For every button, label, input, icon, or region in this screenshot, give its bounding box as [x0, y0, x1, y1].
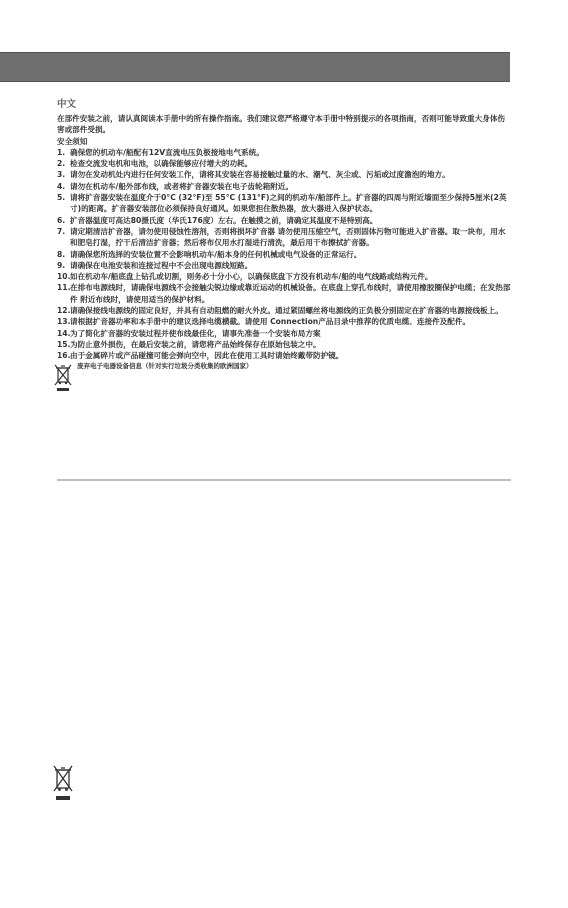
list-item: [57, 181, 511, 192]
list-item-text: 确保您的机动车/船配有12V直流电压负极接地电气系统。: [70, 147, 264, 157]
crossed-bin-icon-bottom: [51, 763, 75, 801]
list-item: [57, 215, 511, 226]
list-item: [57, 282, 511, 305]
list-item-number: 14.: [57, 328, 71, 338]
list-item-text: 请确保在电池安装和连接过程中不会出现电源线短路。: [70, 260, 253, 270]
list-item: [57, 147, 511, 158]
list-item-text: 请将扩音器安装在温度介于0°C (32°F)至 55°C (131°F)之间的机动车/船部件上。扩音器的四周与附近墙面至少保持5厘米(2英寸)的距离。扩音器安装部位必须保持良好通风。如果您担住散热器，放大器进入保护状态。: [70, 193, 507, 214]
list-item: [57, 249, 511, 260]
list-item-number: 4.: [57, 181, 66, 191]
list-item-text: 请定期清洁扩音器，请勿使用侵蚀性溶剂，否则将损坏扩音器 请勿使用压缩空气，否则固体污物可能进入扩音器。取一块布，用水和肥皂打湿，拧干后清洁扩音器；然后将布仅用水打湿进行清洗，最后用干布擦拭扩音器。: [70, 226, 506, 248]
list-item: [57, 260, 511, 271]
list-item-number: 1.: [57, 147, 66, 157]
list-item-text: 请勿在机动车/船外部布线，或者将扩音器安装在电子齿轮箱附近。: [70, 181, 293, 191]
list-item-text: 在排布电源线时，请确保电源线不会接触尖锐边缘或靠近运动的机械设备。在底盘上穿孔布线时，请使用橡胶圈保护电缆；在发热部件 附近布线时，请使用适当的保护材料。: [70, 283, 511, 304]
list-item-number: 5.: [57, 193, 66, 203]
list-item-text: 为防止意外损伤，在最后安装之前，请您将产品始终保存在原始包装之中。: [70, 339, 321, 349]
list-item-number: 2.: [57, 159, 66, 169]
list-item: [57, 271, 511, 282]
list-item-text: 由于金属碎片或产品碰撞可能会弹向空中，因此在使用工具时请始终戴带防护镜。: [70, 351, 344, 361]
list-item-text: 为了简化扩音器的安装过程并使布线最佳化，请事先准备一个安装布局方案: [70, 328, 321, 338]
header-bar: [0, 52, 510, 82]
list-item-text: 请确保接线电源线的固定良好，并具有自动阻燃的耐火外皮。通过紧固螺丝将电源线的正负极分别固定在扩音器的电源接线板上。: [70, 306, 503, 316]
section-divider: [57, 479, 511, 481]
list-item-number: 3.: [57, 170, 66, 180]
weee-notice: 废弃电子电器设备信息（针对实行垃圾分类收集的欧洲国家）: [77, 361, 253, 370]
list-item-text: 请勿在发动机处内进行任何安装工作，请将其安装在容易接触过量的水、潮气、灰尘或、污垢或过度澹泡的地方。: [70, 170, 450, 180]
list-item-text: 请根据扩音器功率和本手册中的建议选择电缆横截。请使用 Connection产品目录中推荐的优质电缆、连接件及配件。: [70, 317, 471, 327]
list-item-number: 11.: [57, 283, 71, 293]
list-item: [57, 328, 511, 339]
list-item-number: 9.: [57, 260, 66, 270]
list-item-number: 12.: [57, 306, 71, 316]
crossed-bin-icon: [51, 362, 75, 392]
list-item: [57, 158, 511, 169]
list-item-text: 扩音器温度可高达80摄氏度（华氏176度）左右。在触摸之前，请确定其温度不是特别高。: [70, 215, 378, 225]
list-item: [57, 350, 511, 361]
weee-row: [51, 362, 511, 392]
list-item-number: 6.: [57, 215, 66, 225]
list-item: [57, 226, 511, 249]
list-item-number: 7.: [57, 226, 66, 236]
list-item-number: 8.: [57, 249, 66, 259]
list-item-number: 16.: [57, 351, 71, 361]
list-item-number: 15.: [57, 339, 71, 349]
safety-heading: 安全须知: [57, 136, 88, 146]
list-item-number: 13.: [57, 317, 71, 327]
list-item: [57, 305, 511, 316]
section-title: 中文: [57, 99, 77, 110]
list-item-text: 检查交流发电机和电池，以确保能够应付增大的功耗。: [70, 159, 253, 169]
list-item-text: 请确保您所选择的安装位置不会影响机动车/船本身的任何机械或电气设备的正常运行。: [70, 249, 362, 259]
safety-list: [57, 147, 511, 362]
list-item: [57, 192, 511, 215]
list-item-text: 如在机动车/船底盘上钻孔或切割，则务必十分小心，以确保底盘下方没有机动车/船的电气线路或结构元件。: [70, 272, 433, 282]
list-item: [57, 339, 511, 350]
manual-section: [57, 99, 511, 392]
intro-paragraph: 在部件安装之前，请认真阅读本手册中的所有操作指南。我们建议您严格遵守本手册中特别提示的各项指南，否则可能导致重大身体伤害或部件受损。: [57, 114, 506, 135]
list-item: [57, 169, 511, 180]
list-item: [57, 316, 511, 327]
list-item-number: 10.: [57, 272, 71, 282]
